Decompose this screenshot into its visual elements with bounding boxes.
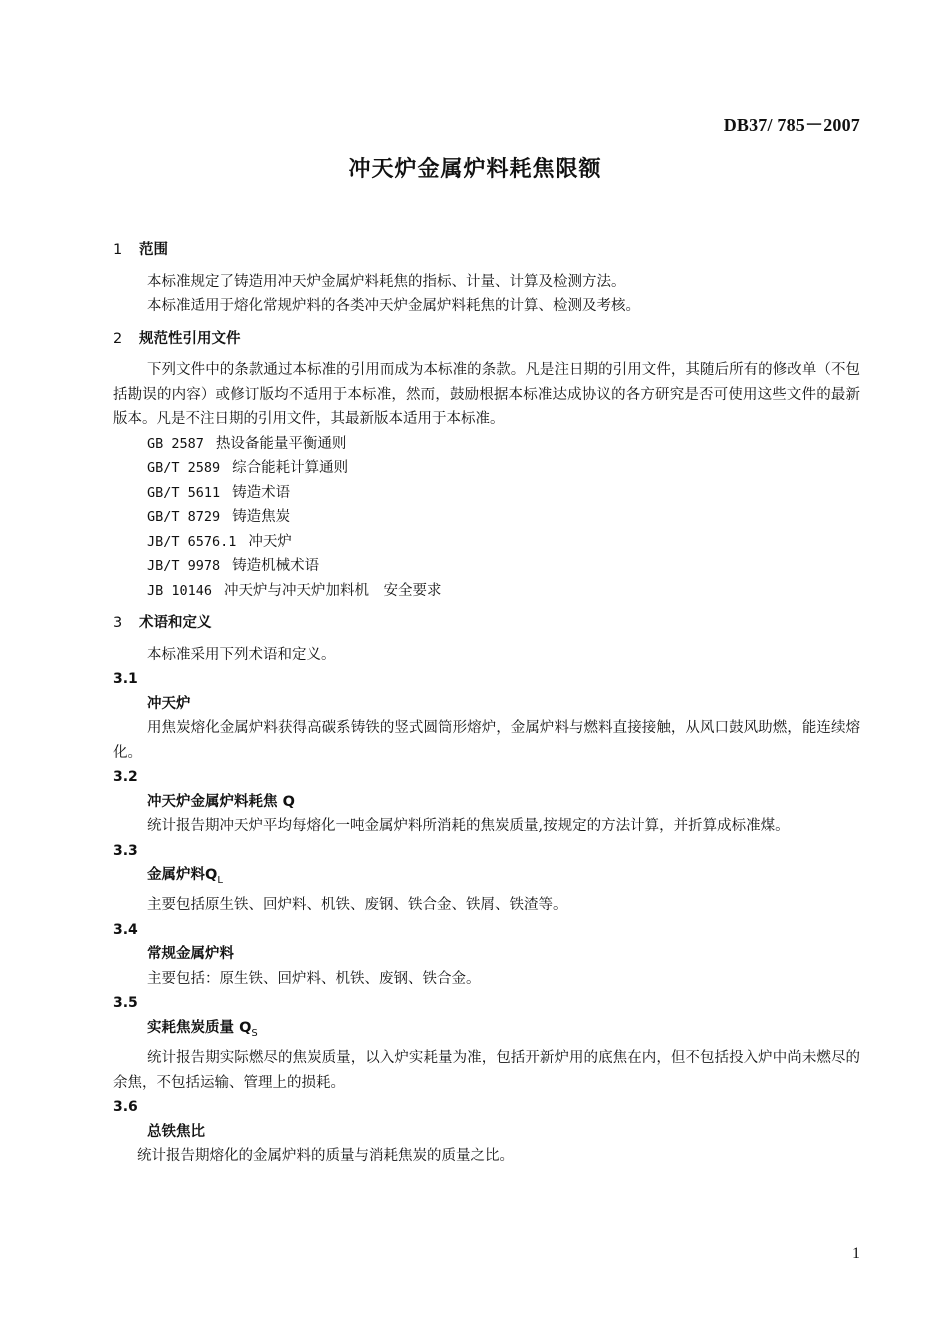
section-title: 术语和定义 bbox=[139, 615, 212, 631]
reference-title: 铸造术语 bbox=[232, 484, 291, 501]
standard-code: DB37/ 785－2007 bbox=[723, 115, 860, 135]
reference-title: 热设备能量平衡通则 bbox=[215, 435, 347, 452]
reference-item bbox=[147, 456, 860, 481]
reference-code: JB/T 6576.1 bbox=[147, 533, 237, 550]
reference-item bbox=[147, 530, 860, 555]
term-entry bbox=[113, 991, 860, 1095]
term-symbol: Q bbox=[205, 867, 218, 883]
reference-code: GB/T 5611 bbox=[147, 484, 221, 501]
term-number: 3.5 bbox=[113, 995, 138, 1012]
reference-item bbox=[147, 554, 860, 579]
reference-code: JB 10146 bbox=[147, 582, 213, 599]
term-number: 3.6 bbox=[113, 1099, 138, 1116]
term-number: 3.2 bbox=[113, 769, 138, 785]
section-number: 3 bbox=[113, 615, 123, 631]
reference-title: 冲天炉与冲天炉加料机 安全要求 bbox=[224, 582, 442, 599]
term-definition: 统计报告期冲天炉平均每熔化一吨金属炉料所消耗的焦炭质量,按规定的方法计算，并折算成标准煤。 bbox=[147, 818, 790, 834]
term-name: 冲天炉金属炉料耗焦 Q bbox=[147, 793, 295, 810]
term-definition: 统计报告期实际燃尽的焦炭质量，以入炉实耗量为准，包括开新炉用的底焦在内，但不包括投入炉中尚未燃尽的余焦，不包括运输、管理上的损耗。 bbox=[113, 1050, 860, 1091]
reference-code: JB/T 9978 bbox=[147, 558, 221, 574]
term-name: 实耗焦炭质量 $Q_S$ bbox=[147, 1019, 258, 1039]
term-definition: 统计报告期熔化的金属炉料的质量与消耗焦炭的质量之比。 bbox=[137, 1148, 514, 1165]
paragraph: 本标准采用下列术语和定义。 bbox=[147, 646, 336, 663]
section-title: 范围 bbox=[139, 242, 168, 258]
document-body bbox=[113, 238, 860, 1169]
term-entry bbox=[113, 918, 860, 992]
reference-item bbox=[147, 505, 860, 530]
term-entry bbox=[113, 839, 860, 918]
reference-item bbox=[147, 579, 860, 604]
reference-item bbox=[147, 481, 860, 506]
term-symbol-subscript: L bbox=[217, 874, 223, 886]
term-definition: 用焦炭熔化金属炉料获得高碳系铸铁的竖式圆筒形熔炉，金属炉料与燃料直接接触，从风口鼓风助燃，能连续熔化。 bbox=[113, 720, 860, 761]
section-heading-scope bbox=[113, 238, 860, 263]
reference-title: 铸造焦炭 bbox=[232, 509, 291, 525]
term-definition: 主要包括原生铁、回炉料、机铁、废钢、铁合金、铁屑、铁渣等。 bbox=[147, 897, 568, 914]
term-symbol: Q bbox=[239, 1019, 252, 1036]
section-number: 1 bbox=[113, 242, 123, 258]
term-symbol-subscript: S bbox=[251, 1027, 258, 1039]
term-number: 3.4 bbox=[113, 921, 138, 938]
paragraph: 本标准适用于熔化常规炉料的各类冲天炉金属炉料耗焦的计算、检测及考核。 bbox=[147, 298, 640, 314]
term-entry bbox=[113, 667, 860, 765]
term-name: 总铁焦比 bbox=[147, 1123, 205, 1140]
reference-code: GB 2587 bbox=[147, 435, 204, 452]
paragraph: 下列文件中的条款通过本标准的引用而成为本标准的条款。凡是注日期的引用文件，其随后所有的修改单（不包括勘误的内容）或修订版均不适用于本标准，然而，鼓励根据本标准达成协议的各方研究是否可使用这些文件的最新版本。凡是不注日期的引用文件，其最新版本适用于本标准。 bbox=[113, 362, 860, 427]
term-entry bbox=[113, 765, 860, 839]
section-title: 规范性引用文件 bbox=[139, 330, 241, 347]
term-entry bbox=[113, 1095, 860, 1169]
section-number: 2 bbox=[113, 330, 123, 347]
term-name: 常规金属炉料 bbox=[147, 946, 234, 963]
reference-item bbox=[147, 432, 860, 457]
section-heading-terms-definitions bbox=[113, 611, 860, 636]
reference-code: GB/T 2589 bbox=[147, 460, 221, 476]
term-number: 3.3 bbox=[113, 842, 138, 859]
term-definition: 主要包括：原生铁、回炉料、机铁、废钢、铁合金。 bbox=[147, 970, 481, 987]
term-name: 冲天炉 bbox=[147, 695, 191, 712]
term-number: 3.1 bbox=[113, 671, 138, 687]
section-heading-normative-references bbox=[113, 327, 860, 352]
reference-code: GB/T 8729 bbox=[147, 509, 221, 525]
reference-title: 综合能耗计算通则 bbox=[232, 460, 349, 476]
term-symbol: Q bbox=[282, 793, 295, 810]
reference-title: 冲天炉 bbox=[248, 533, 292, 550]
reference-list bbox=[113, 432, 860, 604]
page-number: 1 bbox=[852, 1245, 860, 1262]
document-title: 冲天炉金属炉料耗焦限额 bbox=[348, 157, 602, 182]
reference-title: 铸造机械术语 bbox=[232, 558, 320, 574]
paragraph: 本标准规定了铸造用冲天炉金属炉料耗焦的指标、计量、计算及检测方法。 bbox=[147, 273, 626, 290]
term-name: 金属炉料$Q_L$ bbox=[147, 867, 223, 886]
